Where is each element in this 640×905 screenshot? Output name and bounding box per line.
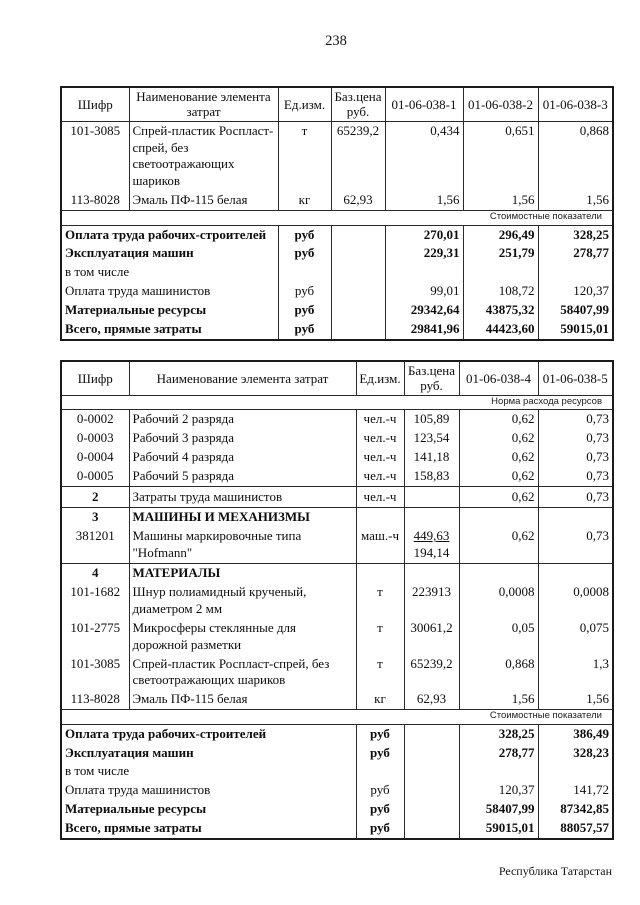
cell-unit [356,508,404,527]
col-header-name: Наименование элемента затрат [129,87,278,121]
cell-base-price: 62,93 [331,191,385,210]
table-header-row [61,87,613,121]
cell-value: 0,651 [463,121,538,191]
cell-base-price: 123,54 [404,429,459,448]
cell-value: 0,73 [538,409,613,428]
worker-row [61,467,613,486]
cell-unit [356,564,404,583]
page-number: 238 [325,33,347,49]
cell-base-price [404,486,459,508]
cell-value: 1,56 [538,191,613,210]
cell-value: 0,05 [459,619,538,655]
cell-unit: т [356,655,404,691]
cell-value: 1,56 [463,191,538,210]
cell-value [459,508,538,527]
cell-value: 0,73 [538,486,613,508]
cell-name: Машины маркировочные типа "Hofmann" [129,527,356,563]
cell-code: 0-0005 [61,467,129,486]
cell-name: Эмаль ПФ-115 белая [129,690,356,709]
cell-unit: руб [278,320,331,340]
cell-unit: руб [356,724,404,743]
section-header-row [61,508,613,527]
cell-base-price [404,527,459,563]
cell-value: 99,01 [385,282,463,301]
cell-name: Оплата труда рабочих-строителей [61,724,356,743]
col-header-unit: Ед.изм. [356,361,404,395]
cell-value: 278,77 [538,244,613,263]
cost-indicators-band [61,710,613,724]
cell-unit: чел.-ч [356,467,404,486]
cell-base-price [404,744,459,763]
cell-unit: кг [278,191,331,210]
cell-value: 87342,85 [538,800,613,819]
cell-value: 0,62 [459,486,538,508]
cell-name: Рабочий 2 разряда [129,409,356,428]
cell-name: Всего, прямые затраты [61,819,356,839]
worker-row [61,448,613,467]
resource-row [61,121,613,191]
cost-row [61,225,613,244]
worker-row [61,409,613,428]
cell-base-price: 65239,2 [404,655,459,691]
region-footer: Республика Татарстан [498,864,612,878]
cell-name: Шнур полиамидный крученый, диаметром 2 мм [129,583,356,619]
cell-value: 0,62 [459,429,538,448]
cell-value: 44423,60 [463,320,538,340]
cell-value: 141,72 [538,781,613,800]
cell-value: 0,868 [538,121,613,191]
material-row [61,619,613,655]
cell-value [459,564,538,583]
cell-value: 0,62 [459,467,538,486]
cost-row [61,301,613,320]
cell-name: Рабочий 4 разряда [129,448,356,467]
base-price-lower: 194,14 [413,545,450,561]
col-header-name: Наименование элемента затрат [129,361,356,395]
cell-value: 229,31 [385,244,463,263]
col-header-norm-1: 01-06-038-1 [385,87,463,121]
cell-value [459,762,538,781]
cell-unit: руб [278,301,331,320]
cell-name: в том числе [61,263,278,282]
cell-value: 0,0008 [459,583,538,619]
cell-value: 296,49 [463,225,538,244]
cell-name: Оплата труда машинистов [61,781,356,800]
cost-row [61,263,613,282]
cell-value: 0,868 [459,655,538,691]
cell-unit: руб [278,225,331,244]
cell-value [538,508,613,527]
cell-code: 0-0004 [61,448,129,467]
cell-unit: руб [356,819,404,839]
cell-code: 0-0002 [61,409,129,428]
cost-row [61,800,613,819]
cell-value: 58407,99 [538,301,613,320]
cell-base-price [331,301,385,320]
col-header-base-price: Баз.цена руб. [331,87,385,121]
cell-unit: т [356,583,404,619]
cell-name: Эмаль ПФ-115 белая [129,191,278,210]
cost-row [61,320,613,340]
material-row [61,690,613,709]
cell-value: 328,23 [538,744,613,763]
cell-code: 101-1682 [61,583,129,619]
cell-value: 386,49 [538,724,613,743]
cell-name: Рабочий 3 разряда [129,429,356,448]
cell-base-price: 223913 [404,583,459,619]
cell-base-price [404,724,459,743]
worker-row [61,429,613,448]
col-header-code: Шифр [61,361,129,395]
cell-value [538,564,613,583]
cell-unit: чел.-ч [356,429,404,448]
norm-table-038-4-5 [60,360,614,840]
cell-code: 101-3085 [61,655,129,691]
cell-value: 0,73 [538,448,613,467]
cell-unit: руб [356,800,404,819]
col-header-norm-3: 01-06-038-3 [538,87,613,121]
cell-value: 1,56 [538,690,613,709]
norm-table-038-1-3 [60,86,614,341]
base-price-upper: 449,63 [413,528,450,544]
cell-unit: руб [278,282,331,301]
cost-row [61,781,613,800]
cell-name: Спрей-пластик Роспласт-спрей, без светоотражающих шариков [129,655,356,691]
cost-row [61,819,613,839]
cell-name: Спрей-пластик Роспласт-спрей, без светоотражающих шариков [129,121,278,191]
cell-value: 251,79 [463,244,538,263]
cell-unit: чел.-ч [356,486,404,508]
cell-name: Оплата труда машинистов [61,282,278,301]
cell-value [538,263,613,282]
cell-value: 0,434 [385,121,463,191]
table-header-row [61,361,613,395]
cell-value: 0,62 [459,409,538,428]
cell-name: Эксплуатация машин [61,244,278,263]
cell-base-price [404,781,459,800]
cell-section-number: 2 [61,486,129,508]
cell-base-price: 65239,2 [331,121,385,191]
cost-row [61,282,613,301]
cell-code: 113-8028 [61,191,129,210]
cell-value: 1,56 [385,191,463,210]
cell-base-price [404,819,459,839]
cell-unit: т [356,619,404,655]
cell-value [538,762,613,781]
cell-value: 0,73 [538,467,613,486]
cell-unit [278,263,331,282]
cell-unit [356,762,404,781]
cell-base-price: 141,18 [404,448,459,467]
cell-base-price [404,800,459,819]
col-header-norm-5: 01-06-038-5 [538,361,613,395]
cell-base-price [331,263,385,282]
cell-value: 328,25 [459,724,538,743]
cell-base-price: 30061,2 [404,619,459,655]
col-header-norm-4: 01-06-038-4 [459,361,538,395]
cell-base-price: 105,89 [404,409,459,428]
cell-name: Рабочий 5 разряда [129,467,356,486]
band-label: Стоимостные показатели [61,710,613,724]
cell-unit: т [278,121,331,191]
cell-value: 0,62 [459,527,538,563]
cell-unit: руб [278,244,331,263]
cell-code: 113-8028 [61,690,129,709]
cell-section-number: 3 [61,508,129,527]
col-header-unit: Ед.изм. [278,87,331,121]
cell-name: Всего, прямые затраты [61,320,278,340]
cell-code: 0-0003 [61,429,129,448]
cell-value: 0,73 [538,527,613,563]
cell-value: 328,25 [538,225,613,244]
cell-name: Эксплуатация машин [61,744,356,763]
norm-band [61,395,613,409]
cell-unit: кг [356,690,404,709]
cell-value [463,263,538,282]
cell-value: 0,075 [538,619,613,655]
cell-name: Микросферы стеклянные для дорожной разметки [129,619,356,655]
cell-value: 0,0008 [538,583,613,619]
cell-code: 101-2775 [61,619,129,655]
cell-base-price [331,320,385,340]
col-header-base-price: Баз.цена руб. [404,361,459,395]
cell-name: Оплата труда рабочих-строителей [61,225,278,244]
cell-section-title: МАШИНЫ И МЕХАНИЗМЫ [129,508,356,527]
col-header-code: Шифр [61,87,129,121]
cell-unit: чел.-ч [356,409,404,428]
cell-unit: маш.-ч [356,527,404,563]
cost-row [61,244,613,263]
band-label: Норма расхода ресурсов [61,395,613,409]
cell-unit: руб [356,781,404,800]
machine-row [61,527,613,563]
cell-base-price [404,762,459,781]
cost-row [61,744,613,763]
cell-unit: чел.-ч [356,448,404,467]
cell-value: 88057,57 [538,819,613,839]
cell-value: 0,62 [459,448,538,467]
cell-name: Затраты труда машинистов [129,486,356,508]
col-header-norm-2: 01-06-038-2 [463,87,538,121]
cell-value: 1,3 [538,655,613,691]
cell-value [385,263,463,282]
cell-value: 108,72 [463,282,538,301]
cell-code: 381201 [61,527,129,563]
cell-base-price [331,282,385,301]
cell-value: 0,73 [538,429,613,448]
cell-base-price [404,564,459,583]
cell-value: 43875,32 [463,301,538,320]
cost-row [61,762,613,781]
cost-row [61,724,613,743]
cell-base-price [331,244,385,263]
cell-value: 270,01 [385,225,463,244]
resource-row [61,191,613,210]
cell-name: в том числе [61,762,356,781]
material-row [61,583,613,619]
cell-value: 29342,64 [385,301,463,320]
cell-section-title: МАТЕРИАЛЫ [129,564,356,583]
cell-name: Материальные ресурсы [61,800,356,819]
cell-value: 278,77 [459,744,538,763]
cell-value: 58407,99 [459,800,538,819]
cell-base-price: 62,93 [404,690,459,709]
cell-value: 120,37 [538,282,613,301]
cell-value: 1,56 [459,690,538,709]
cell-code: 101-3085 [61,121,129,191]
band-label: Стоимостные показатели [61,211,613,225]
cell-base-price [331,225,385,244]
cell-section-number: 4 [61,564,129,583]
cell-base-price [404,508,459,527]
cost-indicators-band [61,211,613,225]
cell-name: Материальные ресурсы [61,301,278,320]
cell-base-price: 158,83 [404,467,459,486]
cell-value: 59015,01 [538,320,613,340]
machinists-labor-row [61,486,613,508]
section-header-row [61,564,613,583]
cell-value: 59015,01 [459,819,538,839]
cell-unit: руб [356,744,404,763]
cell-value: 29841,96 [385,320,463,340]
material-row [61,655,613,691]
cell-value: 120,37 [459,781,538,800]
